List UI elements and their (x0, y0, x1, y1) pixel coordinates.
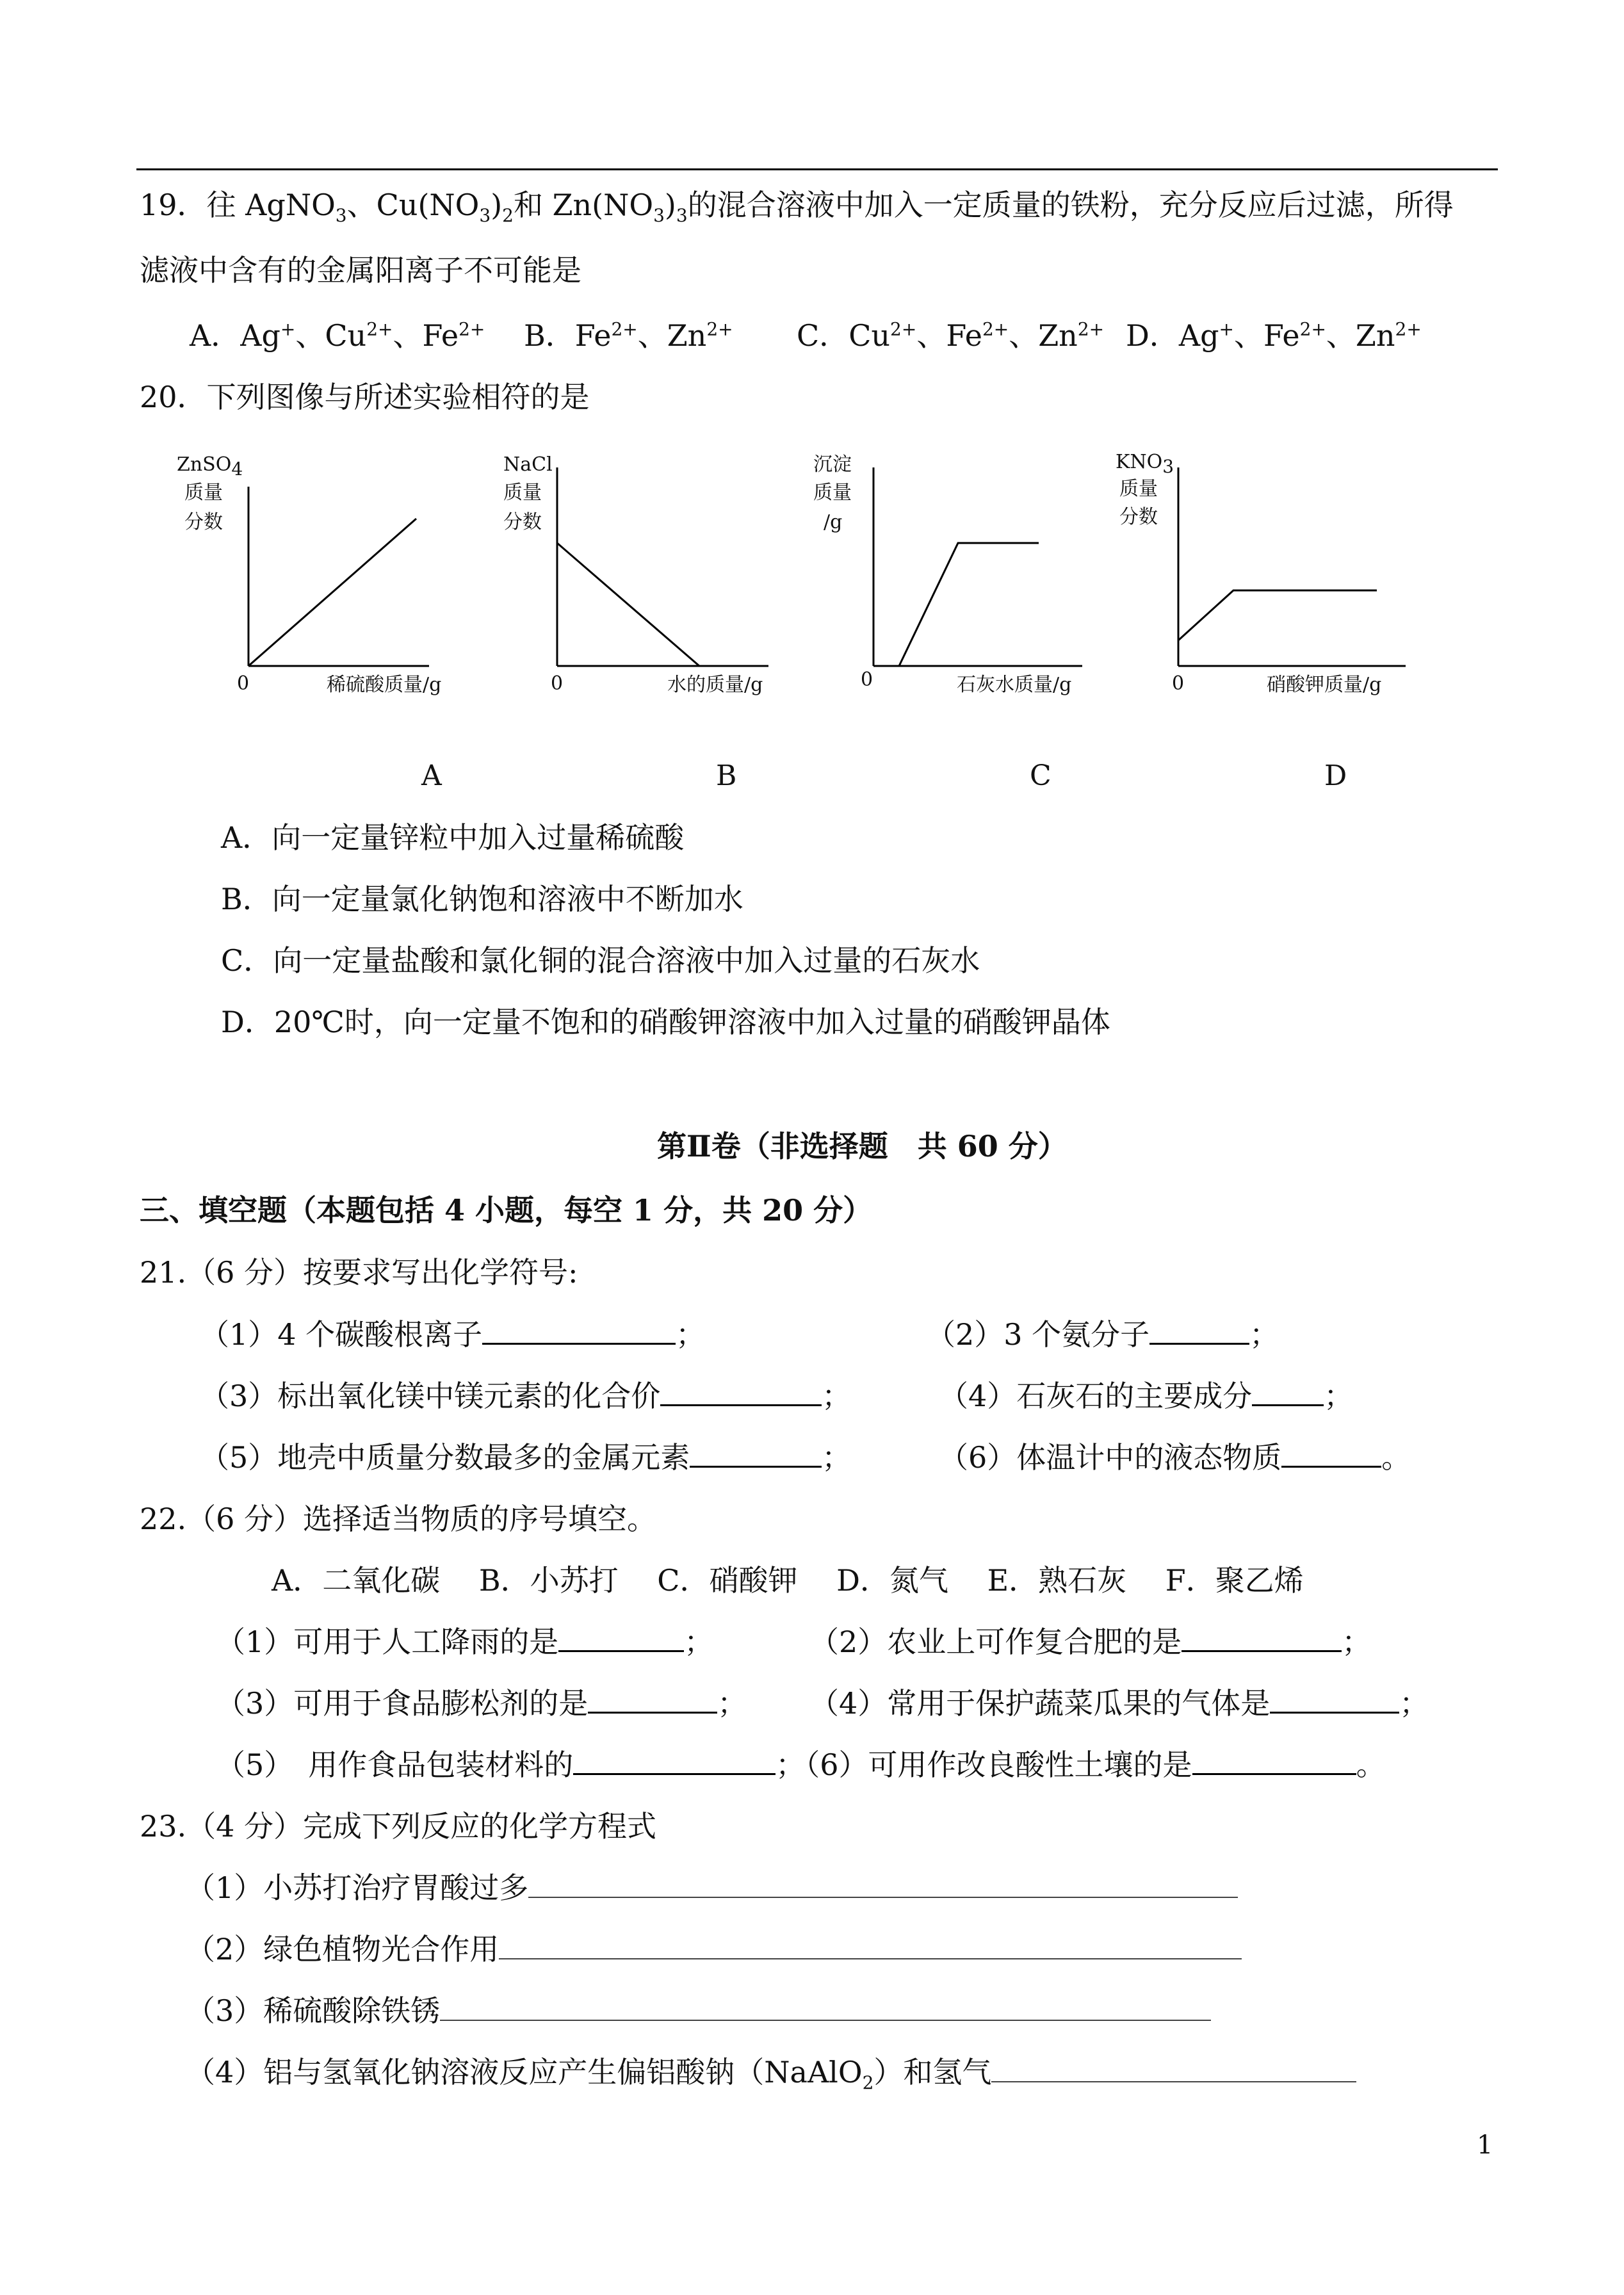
q20-option-b: B．向一定量氯化钠饱和溶液中不断加水 (221, 882, 743, 916)
q21-item-5: （5）地壳中质量分数最多的金属元素 ； (200, 1440, 852, 1475)
chart-c-curve (899, 543, 1039, 666)
q20-option-c: C．向一定量盐酸和氯化铜的混合溶液中加入过量的石灰水 (221, 943, 980, 978)
q19-option-b: B．$Fe^{2+}$、$Zn^{2+}$ (524, 318, 733, 353)
q21-item-6: （6）体温计中的液态物质 。 (939, 1440, 1411, 1475)
q19-line2: 滤液中含有的金属阳离子不可能是 (140, 253, 581, 288)
chart-d-origin: 0 (1172, 672, 1185, 695)
q22-item-3: （3）可用于食品膨松剂的是 ； (216, 1686, 747, 1721)
q22-blank-2[interactable] (1181, 1625, 1342, 1652)
q21-blank-4[interactable] (1252, 1379, 1324, 1406)
q23-item-4: （4）铝与氢氧化钠溶液反应产生偏铝酸钠（NaAlO$_2$）和氢气 (186, 2053, 1356, 2091)
chart-b-ylabel-1: NaCl (503, 453, 553, 476)
q22-item-2: （2）农业上可作复合肥的是 ； (809, 1625, 1372, 1659)
chart-a-curve (248, 519, 416, 666)
top-rule (136, 168, 1498, 170)
q21-blank-2[interactable] (1149, 1317, 1249, 1345)
q21-blank-6[interactable] (1281, 1440, 1381, 1468)
chart-d-ylabel-1: $KNO_3$ (1116, 451, 1174, 477)
q22-choices: A．二氧化碳 B．小苏打 C．硝酸钾 D．氮气 E．熟石灰 F．聚乙烯 (272, 1563, 1304, 1598)
chart-c-ylabel-1: 沉淀 (813, 453, 852, 476)
chart-c-ylabel-2: 质量 (813, 482, 852, 504)
chart-a-xlabel: 稀硫酸质量/g (327, 674, 442, 696)
q22-blank-3[interactable] (588, 1686, 717, 1714)
section3-title: 三、填空题（本题包括 4 小题，每空 1 分，共 20 分） (140, 1193, 873, 1228)
q23-blank-2[interactable] (499, 1933, 1242, 1959)
chart-a (173, 448, 442, 717)
q22-blank-4[interactable] (1270, 1686, 1399, 1714)
q19-option-a: A．Ag+、$Cu^{2+}$、$Fe^{2+}$ (190, 318, 485, 353)
chart-d-curve (1178, 590, 1377, 640)
q21-blank-5[interactable] (690, 1440, 822, 1468)
chart-b (493, 448, 788, 717)
q23-blank-1[interactable] (528, 1871, 1238, 1898)
q23-stem: 23.（4 分）完成下列反应的化学方程式 (140, 1809, 657, 1844)
chart-b-letter: B (716, 759, 737, 792)
page-number: 1 (1477, 2130, 1493, 2160)
chart-c-xlabel: 石灰水质量/g (957, 674, 1072, 696)
q23-item-1: （1）小苏打治疗胃酸过多 (186, 1869, 1238, 1907)
chart-b-ylabel-2: 质量 (503, 482, 542, 504)
q23-blank-3[interactable] (440, 1994, 1211, 2021)
q22-blank-1[interactable] (558, 1625, 684, 1652)
q22-item-4: （4）常用于保护蔬菜瓜果的气体是 ； (809, 1686, 1429, 1721)
q23-blank-4[interactable] (991, 2056, 1356, 2082)
chart-c-ylabel-3: /g (824, 511, 843, 533)
q21-item-2: （2）3 个氨分子 ； (926, 1317, 1279, 1352)
chart-a-origin: 0 (237, 672, 250, 695)
chart-d-letter: D (1324, 759, 1347, 792)
q21-stem: 21.（6 分）按要求写出化学符号: (140, 1255, 578, 1290)
q22-stem: 22.（6 分）选择适当物质的序号填空。 (140, 1502, 657, 1536)
chart-a-ylabel-1: ZnSO$_4$ (177, 453, 243, 480)
chart-a-ylabel-2: 质量 (184, 482, 223, 504)
chart-b-xlabel: 水的质量/g (667, 674, 763, 696)
q21-item-3: （3）标出氧化镁中镁元素的化合价 ； (200, 1379, 852, 1413)
chart-d-ylabel-3: 分数 (1119, 506, 1158, 528)
chart-a-letter: A (421, 759, 442, 792)
chart-c-letter: C (1030, 759, 1052, 792)
q20-stem: 20．下列图像与所述实验相符的是 (140, 380, 590, 414)
chart-c (807, 448, 1101, 717)
q19-option-d: D．Ag+、$Fe^{2+}$、$Zn^{2+}$ (1126, 318, 1422, 353)
chart-a-ylabel-3: 分数 (184, 511, 223, 533)
q19-option-c: C．$Cu^{2+}$、$Fe^{2+}$、$Zn^{2+}$ (797, 318, 1105, 353)
part2-title: 第Ⅱ卷（非选择题 共 60 分） (657, 1129, 1068, 1164)
q23-item-3: （3）稀硫酸除铁锈 (186, 1991, 1211, 2030)
q22-item-5: （5） 用作食品包装材料的 ；（6）可用作改良酸性土壤的是 。 (216, 1748, 1386, 1782)
q20-option-a: A．向一定量锌粒中加入过量稀硫酸 (221, 820, 685, 855)
q22-blank-6[interactable] (1192, 1748, 1356, 1775)
q20-option-d: D．20℃时，向一定量不饱和的硝酸钾溶液中加入过量的硝酸钾晶体 (221, 1005, 1110, 1039)
q23-item-2: （2）绿色植物光合作用 (186, 1930, 1242, 1968)
q21-item-1: （1）4 个碳酸根离子 ； (200, 1317, 706, 1352)
chart-d-ylabel-2: 质量 (1119, 478, 1158, 500)
q21-item-4: （4）石灰石的主要成分 ； (939, 1379, 1354, 1413)
chart-c-origin: 0 (861, 669, 873, 691)
q22-blank-5[interactable] (573, 1748, 775, 1775)
chart-d (1114, 448, 1422, 717)
chart-d-xlabel: 硝酸钾质量/g (1267, 674, 1382, 696)
q21-blank-3[interactable] (660, 1379, 822, 1406)
chart-b-origin: 0 (551, 672, 564, 695)
q19-line1: 19．往 AgNO$_3$、$Cu(NO_3)_2$和 $Zn(NO_3)_3$的混合溶液中加入一定质量的铁粉，充分反应后过滤，所得 (140, 188, 1454, 227)
chart-b-curve (557, 543, 699, 666)
chart-b-ylabel-3: 分数 (503, 511, 542, 533)
q21-blank-1[interactable] (482, 1317, 676, 1345)
q22-item-1: （1）可用于人工降雨的是 ； (216, 1625, 714, 1659)
